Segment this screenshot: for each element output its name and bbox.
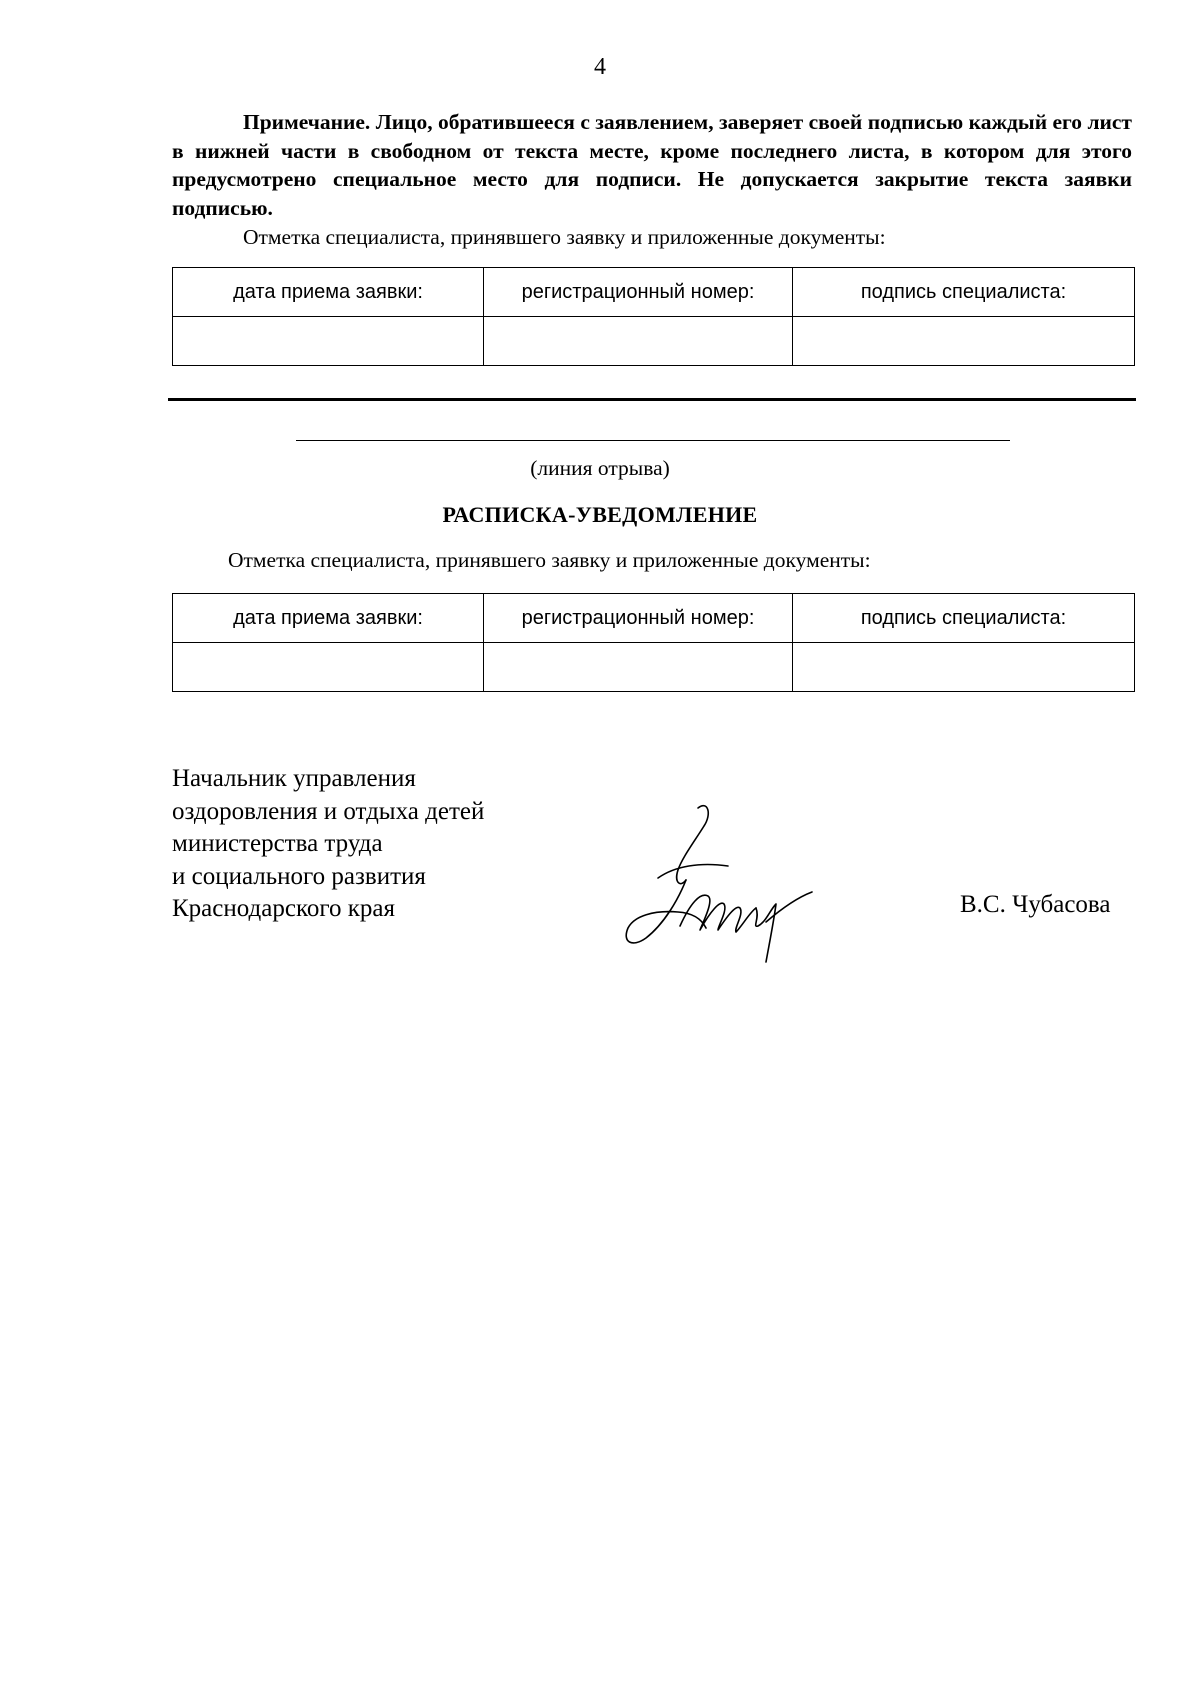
receipt-heading: РАСПИСКА-УВЕДОМЛЕНИЕ	[442, 502, 758, 527]
registration-table	[172, 267, 1135, 366]
specialist-mark-label: Отметка специалиста, принявшего заявку и приложенные документы:	[243, 225, 886, 249]
header-receipt-date: дата приема заявки:	[173, 268, 484, 317]
header-registration-number: регистрационный номер:	[484, 594, 793, 643]
signer-name: В.С. Чубасова	[960, 891, 1111, 918]
note-paragraph: Примечание. Лицо, обратившееся с заявлением, заверяет своей подписью каждый его лист в нижней части в свободном от текста месте, кроме последнего листа, в котором для этого предусмотрено специальное место для подписи. Не допускается закрытие текста заявки подписью.	[172, 110, 1132, 220]
cell-specialist-signature	[793, 317, 1135, 366]
cell-receipt-date	[173, 643, 484, 692]
tear-off-label: (линия отрыва)	[530, 456, 670, 480]
signer-position-line: Краснодарского края	[172, 895, 395, 922]
signer-position	[172, 763, 484, 926]
header-specialist-signature: подпись специалиста:	[793, 268, 1135, 317]
signer-position-line: министерства труда	[172, 830, 383, 857]
signer-position-line: и социального развития	[172, 862, 426, 890]
header-receipt-date: дата приема заявки:	[173, 594, 484, 643]
receipt-mark-label: Отметка специалиста, принявшего заявку и приложенные документы:	[228, 548, 871, 572]
page-number: 4	[594, 54, 606, 80]
section-divider	[168, 398, 1136, 401]
header-registration-number: регистрационный номер:	[484, 268, 793, 317]
receipt-registration-table	[172, 593, 1135, 692]
cell-receipt-date	[173, 317, 484, 366]
cell-specialist-signature	[793, 643, 1135, 692]
signer-position-line: Начальник управления	[172, 765, 416, 792]
cell-registration-number	[484, 317, 793, 366]
header-specialist-signature: подпись специалиста:	[793, 594, 1135, 643]
cell-registration-number	[484, 643, 793, 692]
signer-position-line: оздоровления и отдыха детей	[172, 797, 485, 825]
handwritten-signature	[620, 800, 830, 965]
tear-off-line	[296, 440, 1010, 441]
